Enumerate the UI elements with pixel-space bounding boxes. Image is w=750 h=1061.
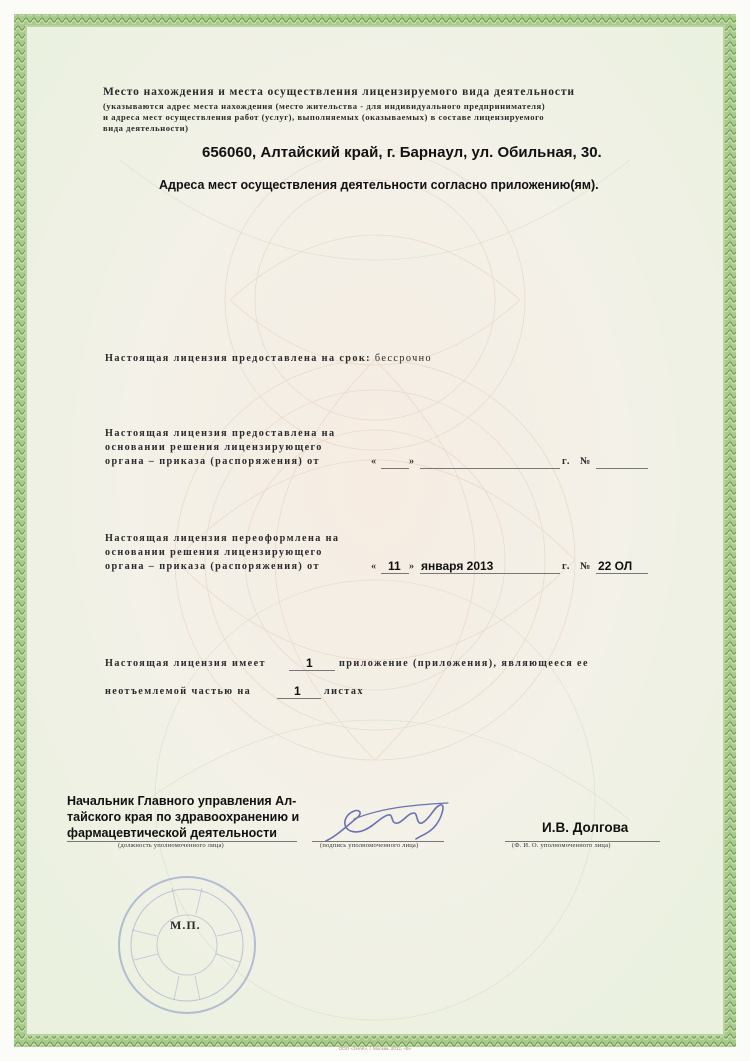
position-caption: (должность уполномоченного лица) [118, 842, 224, 849]
appendix-line1-start: Настоящая лицензия имеет [105, 658, 266, 669]
header-note-line: и адреса мест осуществления работ (услуг), выполняемых (оказываемых) в составе лицензируемого [103, 112, 545, 122]
reissued-number: 22 ОЛ [598, 559, 633, 573]
reissued-month-year: января 2013 [421, 559, 494, 573]
reissued-line: Настоящая лицензия переоформлена на [105, 533, 340, 544]
reissued-day-line [381, 573, 409, 574]
reissued-line: основании решения лицензирующего [105, 547, 323, 558]
reissued-g-label: г. [562, 561, 571, 572]
header-note-line: (указываются адрес места нахождения (место жительства - для индивидуального предпринимателя) [103, 101, 546, 111]
official-position-line: Начальник Главного управления Ал- [67, 794, 297, 808]
name-caption: (Ф. И. О. уполномоченного лица) [512, 842, 611, 849]
print-mark: ООО «ЗНАК», г. Москва, 2012, «Б» [338, 1046, 412, 1051]
granted-quote-close: » [409, 456, 416, 467]
granted-order-label: органа – приказа (распоряжения) от [105, 456, 320, 467]
appendix-count-line [289, 670, 335, 671]
official-position-line: тайского края по здравоохранению и [67, 810, 300, 824]
stamp-place-label: М.П. [170, 918, 201, 932]
reissued-number-line [596, 573, 648, 574]
granted-day-line [381, 468, 409, 469]
reissued-no-label: № [580, 561, 592, 572]
granted-quote-open: « [371, 456, 378, 467]
signature-caption: (подпись уполномоченного лица) [320, 842, 419, 849]
official-position-line: фармацевтической деятельности [67, 826, 277, 840]
header-note-line: вида деятельности) [103, 123, 189, 133]
granted-line: Настоящая лицензия предоставлена на [105, 428, 336, 439]
granted-number-line [596, 468, 648, 469]
reissued-quote-close: » [409, 561, 416, 572]
appendix-line2-end: листах [324, 686, 364, 697]
term-line [105, 353, 432, 364]
reissued-day: 11 [388, 559, 401, 573]
appendix-line1-end: приложение (приложения), являющееся ее [339, 658, 589, 669]
term-value: бессрочно [374, 353, 432, 364]
granted-date-line [420, 468, 560, 469]
appendix-line2-start: неотъемлемой частью на [105, 686, 252, 697]
granted-g-label: г. [562, 456, 571, 467]
granted-no-label: № [580, 456, 592, 467]
official-seal [112, 870, 262, 1020]
granted-line: основании решения лицензирующего [105, 442, 323, 453]
appendix-sheets: 1 [294, 684, 301, 698]
reissued-date-line [420, 573, 560, 574]
reissued-quote-open: « [371, 561, 378, 572]
header-title: Место нахождения и места осуществления лицензируемого вида деятельности [103, 86, 575, 98]
appendix-count: 1 [306, 656, 313, 670]
official-name: И.В. Долгова [542, 820, 629, 835]
appendix-sheets-line [277, 698, 321, 699]
reissued-order-label: органа – приказа (распоряжения) от [105, 561, 320, 572]
term-label: Настоящая лицензия предоставлена на срок: [105, 353, 371, 364]
appendix-address-note: Адреса мест осуществления деятельности согласно приложению(ям). [159, 178, 599, 192]
main-address: 656060, Алтайский край, г. Барнаул, ул. Обильная, 30. [202, 144, 602, 161]
official-position [67, 793, 299, 841]
